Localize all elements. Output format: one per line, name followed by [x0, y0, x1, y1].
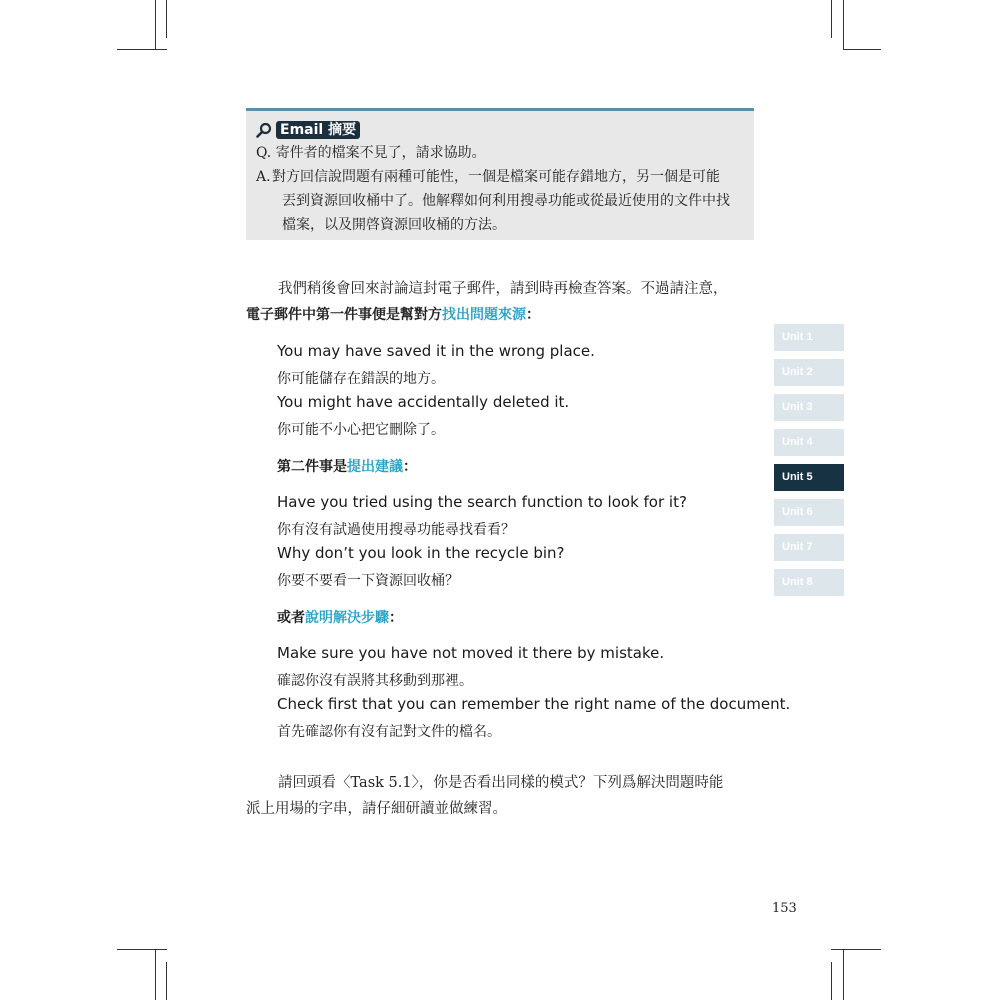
example-chinese: 你可能不小心把它刪除了。 [277, 422, 445, 438]
magnifier-icon [256, 122, 272, 138]
summary-question [256, 141, 744, 165]
intro-suffix: ： [526, 307, 540, 323]
answer-line: 丟到資源回收桶中了。他解釋如何利用搜尋功能或從最近使用的文件中找 [282, 193, 730, 209]
unit-tab-4[interactable]: Unit 4 [774, 429, 844, 456]
section-2-highlight: 提出建議 [347, 459, 403, 475]
unit-tab-7[interactable]: Unit 7 [774, 534, 844, 561]
example-english: Make sure you have not moved it there by mistake. [277, 644, 665, 662]
section-3-suffix: ： [389, 610, 403, 626]
unit-tab-5-active[interactable]: Unit 5 [774, 464, 844, 491]
intro-highlight: 找出問題來源 [442, 307, 526, 323]
summary-answer [256, 165, 744, 237]
section-2-suffix: ： [403, 459, 417, 475]
section-2-heading [277, 456, 417, 476]
intro-line-2 [246, 302, 754, 328]
unit-tab-8[interactable]: Unit 8 [774, 569, 844, 596]
closing-line-2: 派上用場的字串，請仔細研讀並做練習。 [246, 801, 507, 817]
answer-line: 檔案，以及開啓資源回收桶的方法。 [282, 217, 506, 233]
section-2-prefix: 第二件事是 [277, 459, 347, 475]
answer-label: A. [256, 169, 271, 185]
unit-tab-2[interactable]: Unit 2 [774, 359, 844, 386]
example-english: You might have accidentally deleted it. [277, 393, 570, 411]
closing-line-1: 請回頭看〈Task 5.1〉，你是否看出同樣的模式？下列爲解決問題時能 [278, 775, 724, 791]
summary-title: Email 摘要 [276, 121, 360, 139]
example-english: Check first that you can remember the right name of the document. [277, 695, 791, 713]
example-english: Why don’t you look in the recycle bin? [277, 544, 565, 562]
example-english: You may have saved it in the wrong place. [277, 342, 595, 360]
section-3-highlight: 說明解決步驟 [305, 610, 389, 626]
example-chinese: 首先確認你有沒有記對文件的檔名。 [277, 724, 501, 740]
unit-tab-6[interactable]: Unit 6 [774, 499, 844, 526]
section-3-heading [277, 607, 403, 627]
question-text: 寄件者的檔案不見了，請求協助。 [275, 145, 486, 161]
intro-prefix: 電子郵件中第一件事便是幫對方 [246, 307, 442, 323]
unit-tab-3[interactable]: Unit 3 [774, 394, 844, 421]
page-number: 153 [772, 901, 797, 916]
email-summary-box [246, 108, 754, 240]
unit-tab-1[interactable]: Unit 1 [774, 324, 844, 351]
example-english: Have you tried using the search function to look for it? [277, 493, 687, 511]
example-chinese: 確認你沒有誤將其移動到那裡。 [277, 673, 473, 689]
intro-line-1: 我們稍後會回來討論這封電子郵件，請到時再檢查答案。不過請注意， [278, 281, 728, 297]
answer-line: 對方回信說問題有兩種可能性，一個是檔案可能存錯地方，另一個是可能 [272, 169, 720, 185]
example-chinese: 你要不要看一下資源回收桶？ [277, 573, 459, 589]
example-chinese: 你可能儲存在錯誤的地方。 [277, 371, 445, 387]
question-label: Q. [256, 145, 272, 161]
section-3-prefix: 或者 [277, 610, 305, 626]
summary-header [256, 119, 744, 141]
example-chinese: 你有沒有試過使用搜尋功能尋找看看？ [277, 522, 515, 538]
